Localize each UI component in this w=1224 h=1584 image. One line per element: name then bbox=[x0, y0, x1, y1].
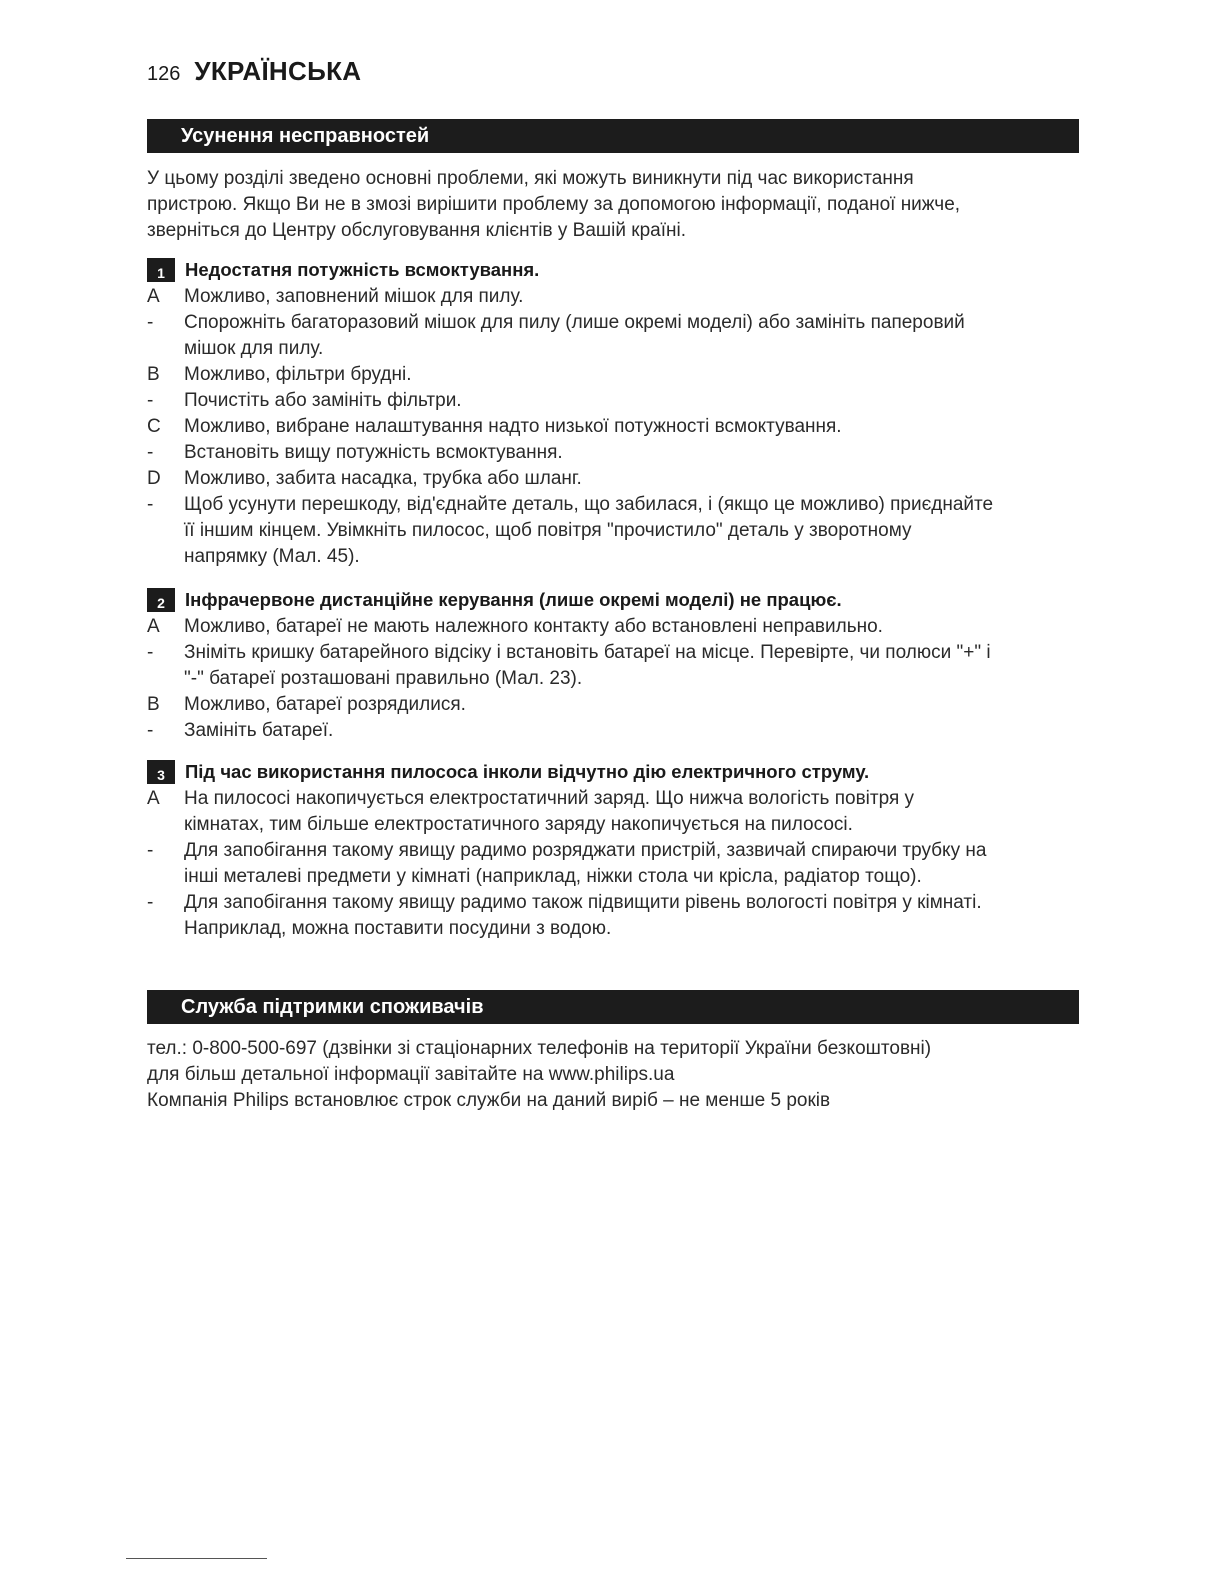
cause-marker: D bbox=[147, 468, 161, 489]
solution-row bbox=[147, 492, 1087, 570]
intro-line: пристрою. Якщо Ви не в змозі вирішити проблему за допомогою інформації, поданої нижче, bbox=[147, 194, 961, 215]
solution-marker: - bbox=[147, 840, 154, 861]
row-text: Можливо, батареї розрядилися. bbox=[184, 694, 466, 715]
customer-support-info bbox=[147, 1036, 1079, 1114]
row-text: Можливо, батареї не мають належного контакту або встановлені неправильно. bbox=[184, 616, 883, 637]
problem-heading-text: Під час використання пилососа інколи відчутно дію електричного струму. bbox=[185, 761, 870, 782]
problem-1 bbox=[147, 256, 1087, 570]
problem-3 bbox=[147, 758, 1087, 942]
row-text: Можливо, забита насадка, трубка або шланг. bbox=[184, 468, 582, 489]
problem-number-badge: 2 bbox=[147, 588, 175, 612]
troubleshooting-intro bbox=[147, 166, 1079, 244]
row-text: Спорожніть багаторазовий мішок для пилу (лише окремі моделі) або замініть паперовий bbox=[184, 312, 965, 333]
intro-line: У цьому розділі зведено основні проблеми, які можуть виникнути під час використання bbox=[147, 168, 914, 189]
row-text: Можливо, фільтри брудні. bbox=[184, 364, 412, 385]
page-language-title: УКРАЇНСЬКА bbox=[194, 56, 362, 86]
support-service-life-line: Компанія Philips встановлює строк служби на даний виріб – не менше 5 років bbox=[147, 1090, 831, 1111]
footer-divider bbox=[126, 1558, 267, 1559]
cause-row bbox=[147, 614, 1087, 640]
solution-row bbox=[147, 310, 1087, 362]
solution-marker: - bbox=[147, 642, 154, 663]
solution-row bbox=[147, 440, 1087, 466]
row-text: напрямку (Мал. 45). bbox=[184, 546, 360, 567]
customer-support-section-title: Служба підтримки споживачів bbox=[147, 990, 1079, 1024]
solution-row bbox=[147, 718, 1087, 744]
problem-heading bbox=[147, 758, 1087, 786]
cause-row bbox=[147, 414, 1087, 440]
cause-marker: C bbox=[147, 416, 161, 437]
cause-row bbox=[147, 284, 1087, 310]
support-phone-line: тел.: 0-800-500-697 (дзвінки зі стаціонарних телефонів на території України безкоштовні) bbox=[147, 1038, 932, 1059]
row-text: Можливо, заповнений мішок для пилу. bbox=[184, 286, 524, 307]
row-text: Зніміть кришку батарейного відсіку і встановіть батареї на місце. Перевірте, чи полюси "+" і bbox=[184, 642, 991, 663]
problem-2 bbox=[147, 586, 1087, 744]
intro-line: зверніться до Центру обслуговування клієнтів у Вашій країні. bbox=[147, 220, 686, 241]
cause-marker: A bbox=[147, 616, 160, 637]
solution-marker: - bbox=[147, 390, 154, 411]
row-text: мішок для пилу. bbox=[184, 338, 324, 359]
cause-marker: B bbox=[147, 364, 160, 385]
cause-marker: A bbox=[147, 788, 160, 809]
problem-number-badge: 3 bbox=[147, 760, 175, 784]
cause-row bbox=[147, 692, 1087, 718]
problem-heading bbox=[147, 256, 1087, 284]
problem-heading-text: Інфрачервоне дистанційне керування (лише окремі моделі) не працює. bbox=[185, 589, 842, 610]
row-text: інші металеві предмети у кімнаті (наприклад, ніжки стола чи крісла, радіатор тощо). bbox=[184, 866, 922, 887]
row-text: Почистіть або замініть фільтри. bbox=[184, 390, 462, 411]
solution-row bbox=[147, 640, 1087, 692]
solution-marker: - bbox=[147, 312, 154, 333]
cause-row bbox=[147, 786, 1087, 838]
troubleshooting-section-title: Усунення несправностей bbox=[147, 119, 1079, 153]
row-text: "-" батареї розташовані правильно (Мал. 23). bbox=[184, 668, 583, 689]
solution-marker: - bbox=[147, 720, 154, 741]
row-text: На пилососі накопичується електростатичний заряд. Що нижча вологість повітря у bbox=[184, 788, 915, 809]
solution-row bbox=[147, 890, 1087, 942]
solution-marker: - bbox=[147, 494, 154, 515]
problem-number-badge: 1 bbox=[147, 258, 175, 282]
solution-marker: - bbox=[147, 892, 154, 913]
solution-row bbox=[147, 838, 1087, 890]
support-website-line: для більш детальної інформації завітайте на www.philips.ua bbox=[147, 1064, 675, 1085]
row-text: Наприклад, можна поставити посудини з водою. bbox=[184, 918, 612, 939]
page-header bbox=[147, 56, 361, 87]
cause-marker: A bbox=[147, 286, 160, 307]
cause-row bbox=[147, 362, 1087, 388]
solution-marker: - bbox=[147, 442, 154, 463]
row-text: Щоб усунути перешкоду, від'єднайте деталь, що забилася, і (якщо це можливо) приєднайте bbox=[184, 494, 994, 515]
row-text: Для запобігання такому явищу радимо розряджати пристрій, зазвичай спираючи трубку на bbox=[184, 840, 987, 861]
cause-marker: B bbox=[147, 694, 160, 715]
row-text: кімнатах, тим більше електростатичного заряду накопичується на пилососі. bbox=[184, 814, 853, 835]
problem-heading-text: Недостатня потужність всмоктування. bbox=[185, 259, 540, 280]
row-text: її іншим кінцем. Увімкніть пилосос, щоб повітря "прочистило" деталь у зворотному bbox=[184, 520, 912, 541]
solution-row bbox=[147, 388, 1087, 414]
page-number: 126 bbox=[147, 63, 181, 85]
row-text: Для запобігання такому явищу радимо також підвищити рівень вологості повітря у кімнаті. bbox=[184, 892, 982, 913]
row-text: Замініть батареї. bbox=[184, 720, 334, 741]
problem-heading bbox=[147, 586, 1087, 614]
row-text: Встановіть вищу потужність всмоктування. bbox=[184, 442, 563, 463]
row-text: Можливо, вибране налаштування надто низької потужності всмоктування. bbox=[184, 416, 842, 437]
cause-row bbox=[147, 466, 1087, 492]
